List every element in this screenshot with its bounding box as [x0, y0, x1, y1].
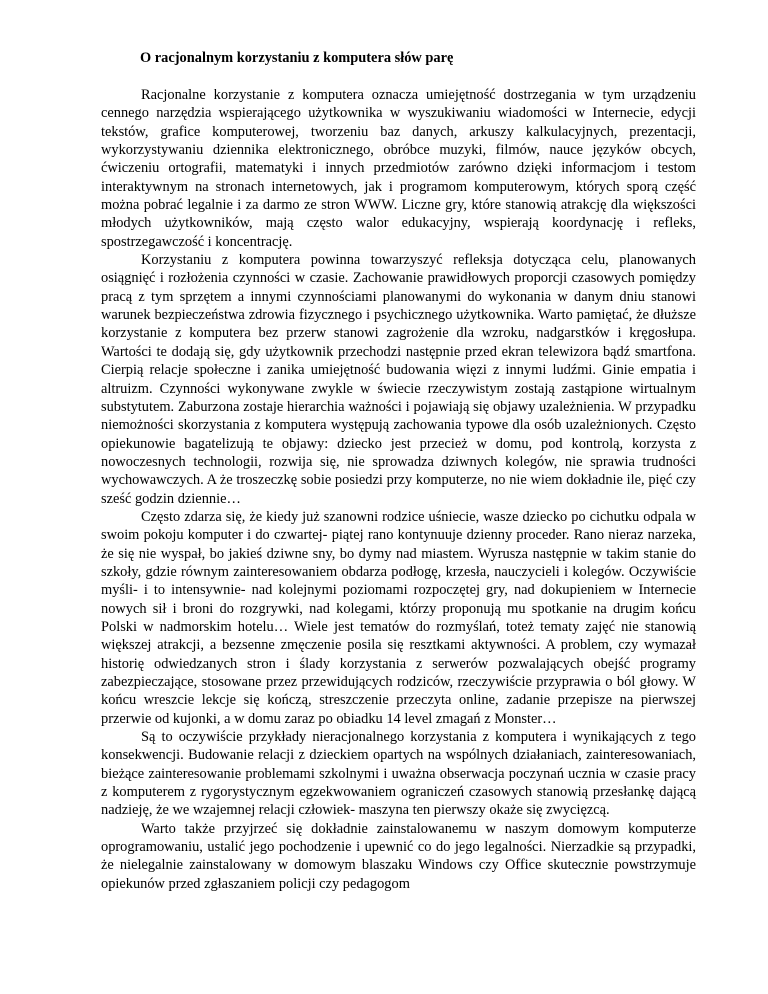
- paragraph-1: Racjonalne korzystanie z komputera oznacza umiejętność dostrzegania w tym urządzeniu cennego narzędzia wspierającego użytkownika w wyszukiwaniu wiadomości w Internecie, edycji tekstów, grafice komputerowej, tworzeniu baz danych, arkuszy kalkulacyjnych, prezentacji, wykorzystywaniu dziennika elektronicznego, obróbce muzyki, filmów, nauce języków obcych, ćwiczeniu ortografii, matematyki i innych przedmiotów zarówno dzięki informacjom i testom interaktywnym na stronach internetowych, jak i programom komputerowym, których sporą część można pobrać legalnie i za darmo ze stron WWW. Liczne gry, które stanowią atrakcję dla większości młodych użytkowników, mają często walor edukacyjny, wspierają koordynację i refleks, spostrzegawczość i koncentrację.: [101, 87, 696, 250]
- paragraph-3: Często zdarza się, że kiedy już szanowni rodzice uśniecie, wasze dziecko po cichutku odpala w swoim pokoju komputer i do czwartej- piątej rano kontynuuje dzienny proceder. Rano nieraz narzeka, że się nie wyspał, bo jakieś dziwne sny, bo dymy nad miastem. Wyrusza następnie w takim stanie do szkoły, gdzie równym zainteresowaniem obdarza podłogę, krzesła, nauczycieli i kolegów. Oczywiście myśli- i to intensywnie- nad kolejnymi poziomami rozpoczętej gry, nad dokupieniem w Internecie nowych sił i broni do rozgrywki, nad kolegami, którzy proponują mu spotkanie na drugim końcu Polski w nadmorskim hotelu… Wiele jest tematów do rozmyślań, toteż tematy zajęć nie stanowią większej atrakcji, a bezsenne zmęczenie posila się resztkami aktywności. A problem, czy wymazał historię odwiedzanych stron i ślady korzystania z serwerów pozwalających obejść programy zabezpieczające, stosowane przez przewidujących rodziców, rzeczywiście przyprawia o ból głowy. W końcu wreszcie lekcje się kończą, streszczenie przeczyta online, zadanie przepisze na pierwszej przerwie od kujonki, a w domu zaraz po obiadku 14 level zmagań z Monster…: [101, 508, 696, 727]
- document-title: O racjonalnym korzystaniu z komputera słów parę: [140, 50, 454, 66]
- paragraph-4: Są to oczywiście przykłady nieracjonalnego korzystania z komputera i wynikających z tego konsekwencji. Budowanie relacji z dzieckiem opartych na wspólnych działaniach, zainteresowaniach, bieżące zainteresowanie problemami szkolnymi i uważna obserwacja poczynań ucznia w czasie pracy z komputerem z rygorystycznym egzekwowaniem ograniczeń czasowych stanowią przesłankę dającą nadzieję, że we wzajemnej relacji człowiek- maszyna ten pierwszy okaże się zwycięzcą.: [101, 729, 696, 819]
- document-body: [101, 49, 696, 893]
- paragraph-2: Korzystaniu z komputera powinna towarzyszyć refleksja dotycząca celu, planowanych osiągnięć i rozłożenia czynności w czasie. Zachowanie prawidłowych proporcji czasowych pomiędzy pracą z tym sprzętem a innymi czynnościami planowanymi do wykonania w danym dniu stanowi warunek bezpieczeństwa zdrowia fizycznego i psychicznego użytkownika. Warto pamiętać, że dłuższe korzystanie z komputera bez przerw stanowi zagrożenie dla wzroku, nadgarstków i kręgosłupa. Wartości te dodają się, gdy użytkownik przechodzi następnie przed ekran telewizora bądź smartfona. Cierpią relacje społeczne i zanika umiejętność budowania więzi z innymi ludźmi. Ginie empatia i altruizm. Czynności wykonywane zwykle w świecie rzeczywistym zostają zastąpione wirtualnym substytutem. Zaburzona zostaje hierarchia ważności i pojawiają się objawy uzależnienia. W przypadku niemożności skorzystania z komputera występują zachowania typowe dla osób uzależnionych. Często opiekunowie bagatelizują te objawy: dziecko jest przecież w domu, pod kontrolą, korzysta z nowoczesnych technologii, rozwija się, nie sprowadza dziwnych kolegów, nie sprawia trudności wychowawczych. A że troszeczkę sobie posiedzi przy komputerze, no nie wiem dokładnie ile, pięć czy sześć godzin dziennie…: [101, 252, 696, 507]
- paragraph-5: Warto także przyjrzeć się dokładnie zainstalowanemu w naszym domowym komputerze oprogramowaniu, ustalić jego pochodzenie i upewnić co do jego legalności. Nierzadkie są przypadki, że nielegalnie zainstalowany w domowym blaszaku Windows czy Office skutecznie powstrzymuje opiekunów przed zgłaszaniem policji czy pedagogom: [101, 820, 696, 892]
- title-spacer: [101, 67, 696, 86]
